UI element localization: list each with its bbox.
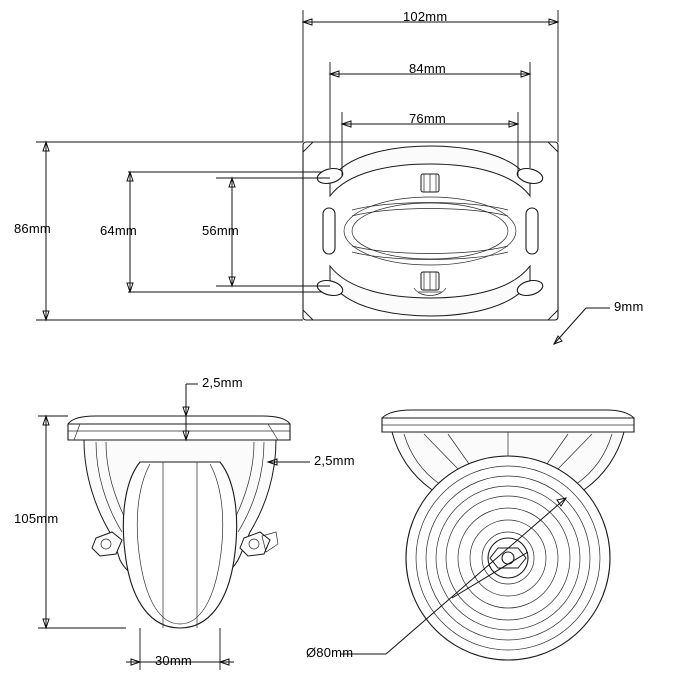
dimension-vertical-outer: 64mm xyxy=(100,223,137,238)
dimension-hole-diameter: 9mm xyxy=(614,299,644,314)
side-view-caster xyxy=(68,416,290,628)
dimension-plate-thickness-side: 2,5mm xyxy=(314,453,355,468)
dimension-plate-width: 102mm xyxy=(403,9,448,24)
dimension-wheel-diameter: Ø80mm xyxy=(306,645,354,660)
dimension-overall-height: 105mm xyxy=(14,511,59,526)
dimension-hole-spacing-outer: 84mm xyxy=(409,61,446,76)
dimension-plate-thickness-top: 2,5mm xyxy=(202,375,243,390)
dimension-hole-spacing-inner: 76mm xyxy=(409,111,446,126)
top-view-plate xyxy=(303,142,558,320)
front-view-caster xyxy=(382,410,634,660)
dimension-plate-height: 86mm xyxy=(14,221,51,236)
dimension-vertical-inner: 56mm xyxy=(202,223,239,238)
dimension-tread-width: 30mm xyxy=(155,653,192,668)
